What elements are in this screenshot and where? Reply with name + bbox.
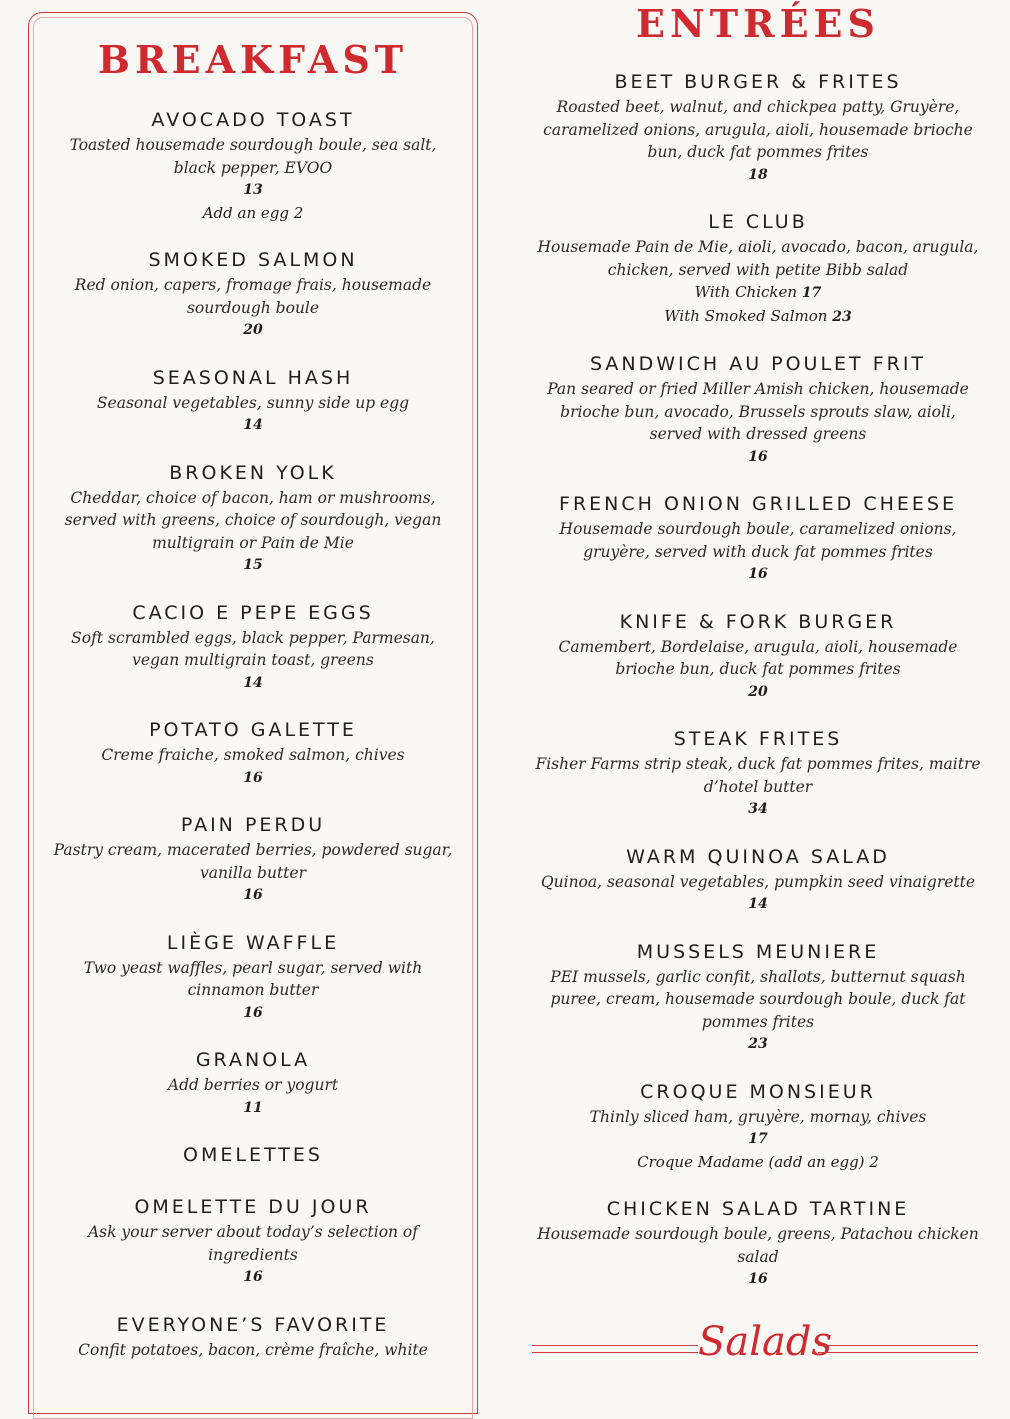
item-option <box>532 305 984 329</box>
option-label: With Chicken <box>694 283 798 301</box>
item-name: LIÈGE WAFFLE <box>166 931 340 954</box>
item-price: 16 <box>748 1271 768 1287</box>
option-label: With Smoked Salmon <box>664 306 828 325</box>
item-name: SANDWICH AU POULET FRIT <box>589 353 927 375</box>
item-name: SEASONAL HASH <box>152 366 354 389</box>
item-name: BROKEN YOLK <box>169 461 337 484</box>
item-addon: Croque Madame (add an egg) 2 <box>637 1152 879 1171</box>
item-name: BEET BURGER & FRITES <box>614 71 902 93</box>
ornament-rule-left <box>532 1345 698 1353</box>
menu-item <box>532 210 984 328</box>
item-option <box>532 281 984 305</box>
menu-item <box>532 940 984 1056</box>
ornament-rule-right <box>818 1345 978 1353</box>
item-description: Toasted housemade sourdough boule, sea salt, black pepper, EVOO <box>69 136 437 177</box>
item-price: 14 <box>243 674 263 691</box>
item-price: 16 <box>748 566 768 582</box>
item-description: Creme fraiche, smoked salmon, chives <box>101 746 405 764</box>
item-name: GRANOLA <box>195 1049 311 1071</box>
item-description: PEI mussels, garlic confit, shallots, butternut squash puree, cream, housemade sourdough boule, duck fat pommes frites <box>550 967 966 1031</box>
item-description: Camembert, Bordelaise, arugula, aioli, housemade brioche bun, duck fat pommes frites <box>558 637 958 678</box>
item-description: Confit potatoes, bacon, crème fraîche, white <box>78 1340 428 1359</box>
item-description: Pan seared or fried Miller Amish chicken, housemade brioche bun, avocado, Brussels sprouts slaw, aioli, served with dressed greens <box>547 380 969 443</box>
item-description: Fisher Farms strip steak, duck fat pommes frites, maitre d’hotel butter <box>535 755 981 796</box>
item-name: OMELETTE DU JOUR <box>134 1196 372 1218</box>
item-name: KNIFE & FORK BURGER <box>619 610 897 633</box>
item-price: 14 <box>243 417 263 433</box>
menu-item <box>532 492 984 586</box>
item-name: POTATO GALETTE <box>149 719 357 741</box>
menu-item <box>52 461 454 577</box>
item-name: PAIN PERDU <box>180 814 326 836</box>
item-name: STEAK FRITES <box>673 728 843 750</box>
menu-item <box>52 1195 454 1289</box>
menu-item <box>532 727 984 821</box>
breakfast-column <box>52 38 454 1385</box>
item-price: 13 <box>243 182 263 198</box>
item-description: Soft scrambled eggs, black pepper, Parmesan, vegan multigrain toast, greens <box>71 628 435 669</box>
salads-title: Salads <box>698 1319 833 1365</box>
menu-item <box>52 108 454 224</box>
menu-item <box>52 1313 454 1362</box>
item-description: Housemade sourdough boule, caramelized onions, gruyère, served with duck fat pommes frites <box>559 520 957 561</box>
item-price: 14 <box>748 896 768 912</box>
item-name: FRENCH ONION GRILLED CHEESE <box>559 493 957 515</box>
item-price: 11 <box>243 1099 263 1116</box>
menu-item <box>52 813 454 907</box>
item-description: Two yeast waffles, pearl sugar, served with cinnamon butter <box>83 958 423 999</box>
omelettes-heading: OMELETTES <box>183 1144 323 1166</box>
item-name: CACIO E PEPE EGGS <box>132 601 374 624</box>
item-price: 16 <box>243 769 263 786</box>
menu-item <box>52 366 454 437</box>
menu-item <box>532 1197 984 1291</box>
item-description: Pastry cream, macerated berries, powdered sugar, vanilla butter <box>53 841 453 882</box>
item-description: Red onion, capers, fromage frais, housemade sourdough boule <box>74 276 432 317</box>
item-description: Roasted beet, walnut, and chickpea patty, Gruyère, caramelized onions, arugula, aioli, housemade brioche bun, duck fat pommes frites <box>543 98 973 161</box>
item-price: 16 <box>243 1269 263 1285</box>
item-name: LE CLUB <box>708 211 808 233</box>
item-description: Housemade Pain de Mie, aioli, avocado, bacon, arugula, chicken, served with petite Bibb salad <box>537 238 979 279</box>
item-name: SMOKED SALMON <box>148 249 358 271</box>
item-price: 23 <box>748 1036 768 1052</box>
menu-item <box>532 70 984 186</box>
item-description: Ask your server about today’s selection of ingredients <box>87 1223 419 1264</box>
breakfast-title: BREAKFAST <box>97 37 409 82</box>
option-price: 17 <box>801 285 822 301</box>
item-description: Thinly sliced ham, gruyère, mornay, chives <box>589 1107 927 1126</box>
item-description: Cheddar, choice of bacon, ham or mushrooms, served with greens, choice of sourdough, vegan multigrain or Pain de Mie <box>64 488 442 552</box>
item-name: CROQUE MONSIEUR <box>640 1080 876 1103</box>
item-name: AVOCADO TOAST <box>151 109 355 131</box>
menu-item <box>52 601 454 695</box>
salads-header <box>532 1318 978 1365</box>
item-price: 16 <box>243 887 263 903</box>
menu-item <box>532 352 984 468</box>
item-description: Housemade sourdough boule, greens, Patachou chicken salad <box>537 1225 979 1266</box>
menu-item <box>532 610 984 704</box>
item-name: MUSSELS MEUNIERE <box>636 940 880 963</box>
item-price: 20 <box>748 683 768 700</box>
item-addon: Add an egg 2 <box>202 203 304 222</box>
item-price: 17 <box>748 1131 768 1147</box>
menu-item <box>52 718 454 789</box>
entrees-title: ENTRÉES <box>636 1 880 46</box>
item-description: Add berries or yogurt <box>167 1076 339 1094</box>
menu-item <box>532 1080 984 1174</box>
option-price: 23 <box>832 308 852 325</box>
item-description: Quinoa, seasonal vegetables, pumpkin seed vinaigrette <box>540 872 976 891</box>
item-price: 20 <box>243 322 263 338</box>
menu-item <box>52 1048 454 1119</box>
menu-item <box>532 845 984 916</box>
entrees-column <box>532 2 984 1315</box>
item-price: 18 <box>748 166 768 183</box>
menu-item <box>52 931 454 1025</box>
item-price: 16 <box>243 1004 263 1021</box>
item-name: CHICKEN SALAD TARTINE <box>606 1198 910 1220</box>
menu-item <box>52 248 454 342</box>
item-price: 16 <box>748 448 768 465</box>
item-price: 34 <box>748 801 768 817</box>
item-price: 15 <box>243 557 263 573</box>
item-description: Seasonal vegetables, sunny side up egg <box>96 393 410 412</box>
item-name: WARM QUINOA SALAD <box>626 845 890 868</box>
item-name: EVERYONE’S FAVORITE <box>116 1313 390 1336</box>
